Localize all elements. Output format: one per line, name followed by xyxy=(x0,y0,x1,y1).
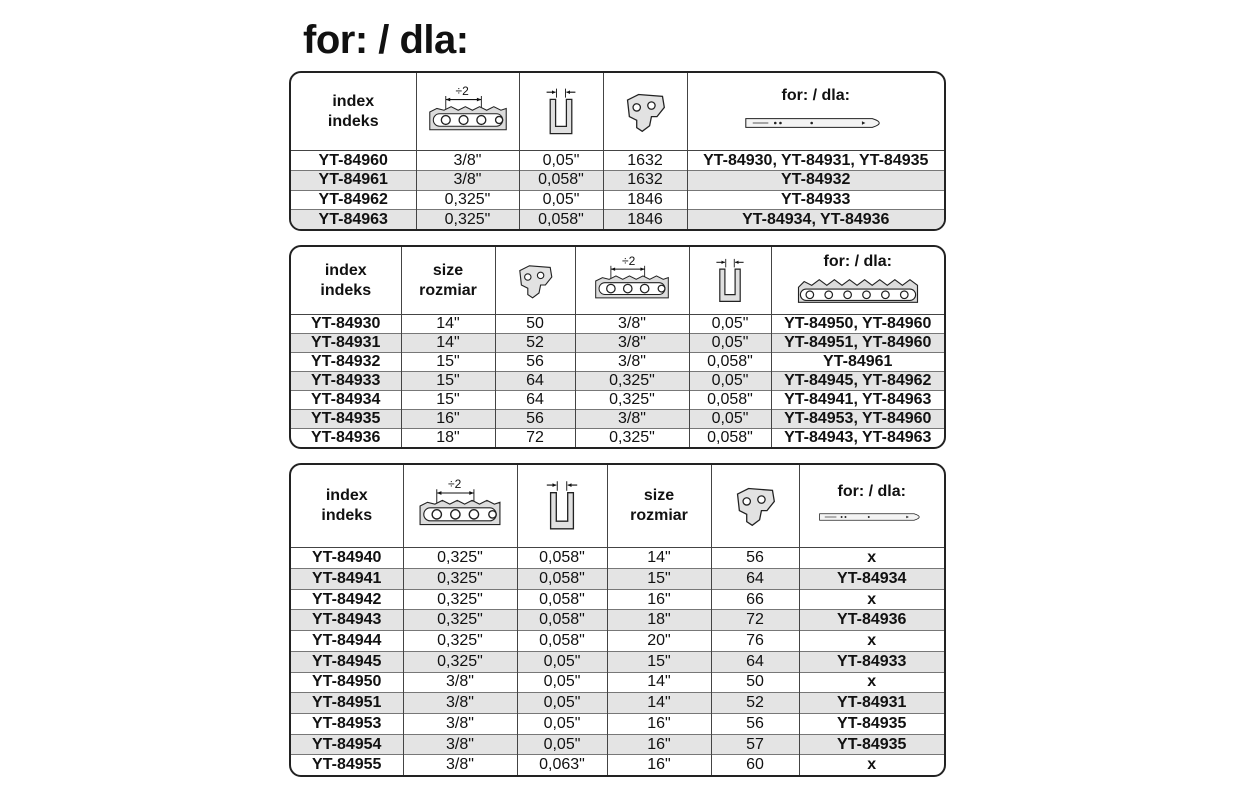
table-row xyxy=(291,755,944,775)
header-gauge xyxy=(517,465,607,548)
cell-compatible: YT-84931 xyxy=(799,693,944,714)
table-row xyxy=(291,548,944,569)
cell-drive-links: 1846 xyxy=(603,210,687,229)
cell-pitch: 3/8" xyxy=(416,170,519,190)
cell-index: YT-84935 xyxy=(291,410,401,429)
cell-drive-links: 66 xyxy=(711,589,799,610)
cell-compatible: x xyxy=(799,631,944,652)
cell-size: 15" xyxy=(607,569,711,590)
cell-size: 18" xyxy=(401,429,495,447)
table-row xyxy=(291,589,944,610)
table-row xyxy=(291,410,944,429)
table-row xyxy=(291,372,944,391)
cell-pitch: 3/8" xyxy=(403,713,517,734)
header-drive-links xyxy=(495,247,575,315)
cell-size: 18" xyxy=(607,610,711,631)
cell-gauge: 0,05" xyxy=(517,651,607,672)
cell-drive-links: 56 xyxy=(711,713,799,734)
header-pitch xyxy=(575,247,689,315)
chain-link-icon xyxy=(732,483,778,529)
cell-pitch: 0,325" xyxy=(403,548,517,569)
table-row xyxy=(291,334,944,353)
header-drive-links xyxy=(711,465,799,548)
cell-size: 14" xyxy=(401,315,495,334)
cell-compatible: YT-84953, YT-84960 xyxy=(771,410,944,429)
table-row xyxy=(291,391,944,410)
cell-pitch: 3/8" xyxy=(403,755,517,775)
cell-size: 16" xyxy=(607,589,711,610)
table-row xyxy=(291,210,944,229)
cell-drive-links: 52 xyxy=(711,693,799,714)
header-for: for: / dla: xyxy=(687,73,944,151)
cell-drive-links: 60 xyxy=(711,755,799,775)
cell-index: YT-84930 xyxy=(291,315,401,334)
cell-index: YT-84955 xyxy=(291,755,403,775)
header-index: index indeks xyxy=(291,465,403,548)
cell-drive-links: 56 xyxy=(711,548,799,569)
cell-pitch: 3/8" xyxy=(575,334,689,353)
pitch-label: ÷2 xyxy=(448,477,462,492)
cell-pitch: 0,325" xyxy=(575,391,689,410)
cell-gauge: 0,058" xyxy=(517,589,607,610)
cell-index: YT-84933 xyxy=(291,372,401,391)
cell-drive-links: 52 xyxy=(495,334,575,353)
cell-drive-links: 50 xyxy=(711,672,799,693)
cell-compatible: YT-84932 xyxy=(687,170,944,190)
table-row xyxy=(291,610,944,631)
cell-drive-links: 64 xyxy=(495,391,575,410)
cell-size: 16" xyxy=(401,410,495,429)
cell-gauge: 0,058" xyxy=(517,631,607,652)
table-row xyxy=(291,734,944,755)
table-row xyxy=(291,672,944,693)
cell-size: 15" xyxy=(607,651,711,672)
pitch-label: ÷2 xyxy=(622,253,636,268)
cell-gauge: 0,058" xyxy=(519,170,603,190)
cell-size: 20" xyxy=(607,631,711,652)
guide-bar-icon xyxy=(817,506,927,528)
cell-drive-links: 1632 xyxy=(603,170,687,190)
cell-size: 16" xyxy=(607,713,711,734)
header-size: size rozmiar xyxy=(607,465,711,548)
cell-compatible: YT-84934 xyxy=(799,569,944,590)
cell-drive-links: 64 xyxy=(711,651,799,672)
cell-drive-links: 76 xyxy=(711,631,799,652)
cell-index: YT-84943 xyxy=(291,610,403,631)
cell-gauge: 0,058" xyxy=(689,391,771,410)
cell-gauge: 0,058" xyxy=(517,548,607,569)
cell-drive-links: 64 xyxy=(711,569,799,590)
cell-pitch: 0,325" xyxy=(403,589,517,610)
cell-index: YT-84963 xyxy=(291,210,416,229)
cell-gauge: 0,05" xyxy=(517,713,607,734)
cell-compatible: YT-84930, YT-84931, YT-84935 xyxy=(687,151,944,171)
cell-index: YT-84944 xyxy=(291,631,403,652)
cell-gauge: 0,05" xyxy=(689,334,771,353)
cell-gauge: 0,05" xyxy=(517,734,607,755)
cell-pitch: 0,325" xyxy=(575,372,689,391)
cell-gauge: 0,05" xyxy=(519,190,603,210)
cell-pitch: 0,325" xyxy=(416,190,519,210)
cell-gauge: 0,063" xyxy=(517,755,607,775)
table-row xyxy=(291,315,944,334)
cell-drive-links: 1846 xyxy=(603,190,687,210)
cell-drive-links: 56 xyxy=(495,410,575,429)
cell-drive-links: 57 xyxy=(711,734,799,755)
cell-index: YT-84931 xyxy=(291,334,401,353)
table-row xyxy=(291,190,944,210)
cell-compatible: YT-84936 xyxy=(799,610,944,631)
cell-size: 14" xyxy=(607,548,711,569)
cell-pitch: 3/8" xyxy=(403,734,517,755)
table-row xyxy=(291,713,944,734)
cell-pitch: 3/8" xyxy=(575,410,689,429)
table-row xyxy=(291,429,944,447)
cell-drive-links: 56 xyxy=(495,353,575,372)
cell-index: YT-84936 xyxy=(291,429,401,447)
cell-index: YT-84951 xyxy=(291,693,403,714)
header-gauge xyxy=(519,73,603,151)
cell-compatible: YT-84934, YT-84936 xyxy=(687,210,944,229)
cell-gauge: 0,05" xyxy=(689,410,771,429)
cell-pitch: 0,325" xyxy=(575,429,689,447)
cell-compatible: YT-84961 xyxy=(771,353,944,372)
chain-link-icon xyxy=(514,261,556,301)
table-row xyxy=(291,353,944,372)
cell-size: 15" xyxy=(401,372,495,391)
cell-index: YT-84962 xyxy=(291,190,416,210)
table-row xyxy=(291,151,944,171)
cell-compatible: YT-84935 xyxy=(799,713,944,734)
chain-icon xyxy=(793,274,923,308)
cell-size: 14" xyxy=(607,693,711,714)
page-title: for: / dla: xyxy=(303,18,469,62)
chain-table xyxy=(289,463,946,777)
cell-gauge: 0,05" xyxy=(517,672,607,693)
cell-index: YT-84941 xyxy=(291,569,403,590)
header-for: for: / dla: xyxy=(771,247,944,315)
cell-size: 15" xyxy=(401,353,495,372)
cell-gauge: 0,05" xyxy=(689,372,771,391)
header-pitch xyxy=(416,73,519,151)
cell-pitch: 3/8" xyxy=(403,672,517,693)
cell-drive-links: 72 xyxy=(711,610,799,631)
cell-size: 14" xyxy=(401,334,495,353)
cell-gauge: 0,058" xyxy=(517,569,607,590)
cell-gauge: 0,058" xyxy=(689,429,771,447)
table-row xyxy=(291,693,944,714)
cell-index: YT-84940 xyxy=(291,548,403,569)
cell-compatible: YT-84941, YT-84963 xyxy=(771,391,944,410)
cell-compatible: x xyxy=(799,548,944,569)
gauge-icon xyxy=(543,479,581,533)
cell-pitch: 0,325" xyxy=(416,210,519,229)
cell-pitch: 3/8" xyxy=(403,693,517,714)
cell-compatible: YT-84945, YT-84962 xyxy=(771,372,944,391)
header-gauge xyxy=(689,247,771,315)
header-drive-links xyxy=(603,73,687,151)
chain-link-icon xyxy=(622,89,668,135)
cell-index: YT-84934 xyxy=(291,391,401,410)
cell-drive-links: 64 xyxy=(495,372,575,391)
cell-gauge: 0,058" xyxy=(519,210,603,229)
cell-compatible: x xyxy=(799,672,944,693)
cell-drive-links: 1632 xyxy=(603,151,687,171)
cell-compatible: x xyxy=(799,755,944,775)
cell-compatible: YT-84951, YT-84960 xyxy=(771,334,944,353)
guide-bar-table xyxy=(289,245,946,449)
cell-compatible: YT-84950, YT-84960 xyxy=(771,315,944,334)
header-index: index indeks xyxy=(291,73,416,151)
cell-compatible: YT-84933 xyxy=(799,651,944,672)
gauge-icon xyxy=(543,86,579,138)
cell-index: YT-84953 xyxy=(291,713,403,734)
table-row xyxy=(291,569,944,590)
cell-index: YT-84960 xyxy=(291,151,416,171)
cell-drive-links: 50 xyxy=(495,315,575,334)
cell-gauge: 0,058" xyxy=(689,353,771,372)
header-pitch xyxy=(403,465,517,548)
cell-pitch: 3/8" xyxy=(575,353,689,372)
cell-compatible: YT-84933 xyxy=(687,190,944,210)
cell-pitch: 0,325" xyxy=(403,610,517,631)
cell-size: 16" xyxy=(607,734,711,755)
cell-index: YT-84942 xyxy=(291,589,403,610)
table-row xyxy=(291,631,944,652)
cell-pitch: 3/8" xyxy=(575,315,689,334)
table-row xyxy=(291,651,944,672)
header-for: for: / dla: xyxy=(799,465,944,548)
cell-gauge: 0,05" xyxy=(517,693,607,714)
chain-compatibility-table xyxy=(289,71,946,231)
cell-size: 14" xyxy=(607,672,711,693)
gauge-icon xyxy=(713,256,747,306)
cell-index: YT-84945 xyxy=(291,651,403,672)
header-index: index indeks xyxy=(291,247,401,315)
cell-gauge: 0,05" xyxy=(689,315,771,334)
cell-index: YT-84961 xyxy=(291,170,416,190)
cell-pitch: 3/8" xyxy=(416,151,519,171)
cell-size: 15" xyxy=(401,391,495,410)
cell-gauge: 0,058" xyxy=(517,610,607,631)
cell-pitch: 0,325" xyxy=(403,631,517,652)
cell-size: 16" xyxy=(607,755,711,775)
cell-drive-links: 72 xyxy=(495,429,575,447)
cell-compatible: YT-84943, YT-84963 xyxy=(771,429,944,447)
guide-bar-icon xyxy=(741,110,891,136)
cell-pitch: 0,325" xyxy=(403,651,517,672)
cell-index: YT-84950 xyxy=(291,672,403,693)
cell-compatible: x xyxy=(799,589,944,610)
cell-gauge: 0,05" xyxy=(519,151,603,171)
table-row xyxy=(291,170,944,190)
cell-index: YT-84954 xyxy=(291,734,403,755)
cell-index: YT-84932 xyxy=(291,353,401,372)
cell-compatible: YT-84935 xyxy=(799,734,944,755)
cell-pitch: 0,325" xyxy=(403,569,517,590)
pitch-label: ÷2 xyxy=(455,83,469,98)
header-size: size rozmiar xyxy=(401,247,495,315)
